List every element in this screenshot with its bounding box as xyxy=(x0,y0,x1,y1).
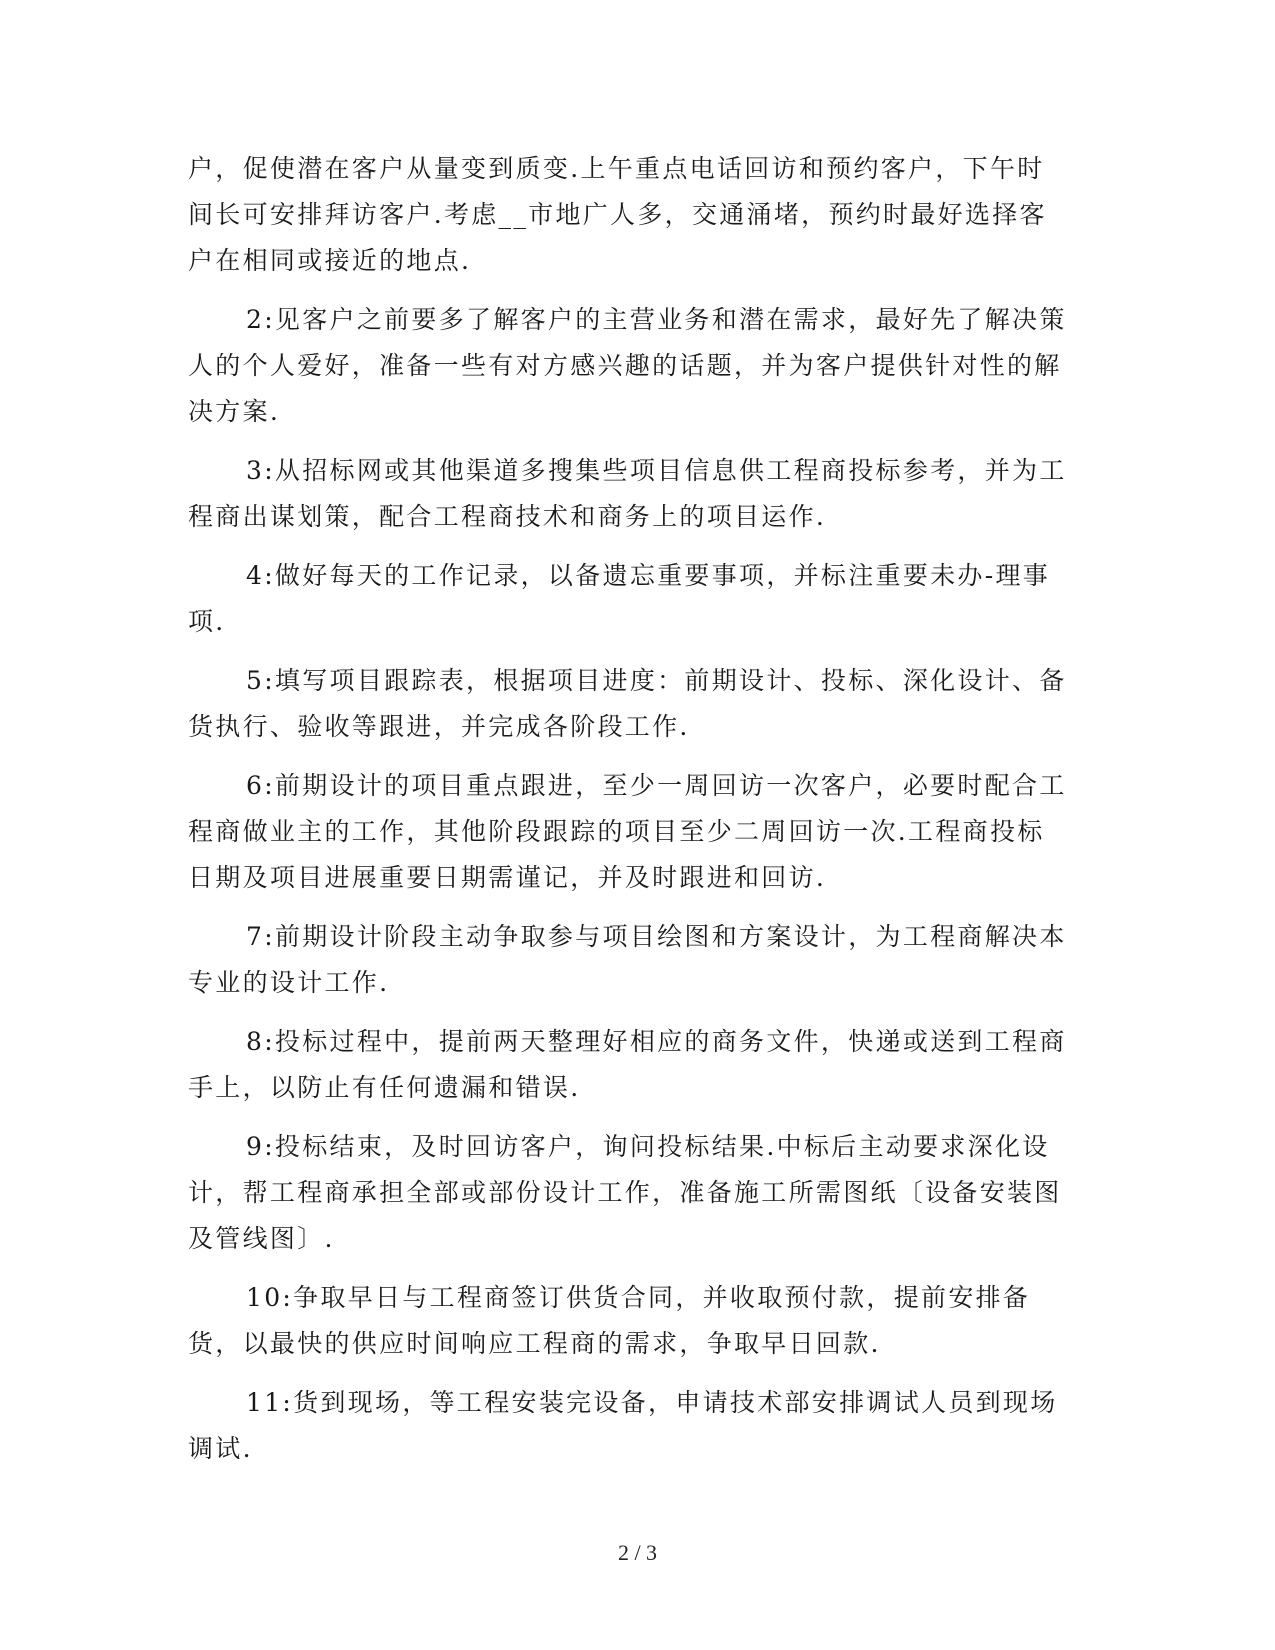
paragraph-item-3: 3:从招标网或其他渠道多搜集些项目信息供工程商投标参考，并为工程商出谋划策，配合工程商技术和商务上的项目运作. xyxy=(188,456,1067,531)
paragraph-item-6: 6:前期设计的项目重点跟进，至少一周回访一次客户，必要时配合工程商做业主的工作，其他阶段跟踪的项目至少二周回访一次.工程商投标日期及项目进展重要日期需谨记，并及时跟进和回访. xyxy=(188,771,1067,892)
document-body xyxy=(188,146,1068,1485)
paragraph-item-2: 2:见客户之前要多了解客户的主营业务和潜在需求，最好先了解决策人的个人爱好，准备一些有对方感兴趣的话题，并为客户提供针对性的解决方案. xyxy=(188,305,1067,426)
page-number: 2 / 3 xyxy=(617,1540,658,1565)
paragraph-item-5: 5:填写项目跟踪表，根据项目进度：前期设计、投标、深化设计、备货执行、验收等跟进，并完成各阶段工作. xyxy=(188,666,1067,741)
paragraph-item-11: 11:货到现场，等工程安装完设备，申请技术部安排调试人员到现场调试. xyxy=(188,1388,1058,1463)
paragraph-item-9: 9:投标结束，及时回访客户，询问投标结果.中标后主动要求深化设计，帮工程商承担全部或部份设计工作，准备施工所需图纸〔设备安装图及管线图〕. xyxy=(188,1132,1062,1253)
paragraph-item-10: 10:争取早日与工程商签订供货合同，并收取预付款，提前安排备货，以最快的供应时间响应工程商的需求，争取早日回款. xyxy=(188,1283,1031,1358)
paragraph-item-8: 8:投标过程中，提前两天整理好相应的商务文件，快递或送到工程商手上，以防止有任何遗漏和错误. xyxy=(188,1027,1067,1102)
paragraph-item-7: 7:前期设计阶段主动争取参与项目绘图和方案设计，为工程商解决本专业的设计工作. xyxy=(188,922,1067,997)
paragraph-continuation: 户，促使潜在客户从量变到质变.上午重点电话回访和预约客户，下午时间长可安排拜访客户.考虑__市地广人多，交通涌堵，预约时最好选择客户在相同或接近的地点. xyxy=(188,154,1047,275)
paragraph-item-4: 4:做好每天的工作记录，以备遗忘重要事项，并标注重要未办-理事项. xyxy=(188,561,1051,636)
